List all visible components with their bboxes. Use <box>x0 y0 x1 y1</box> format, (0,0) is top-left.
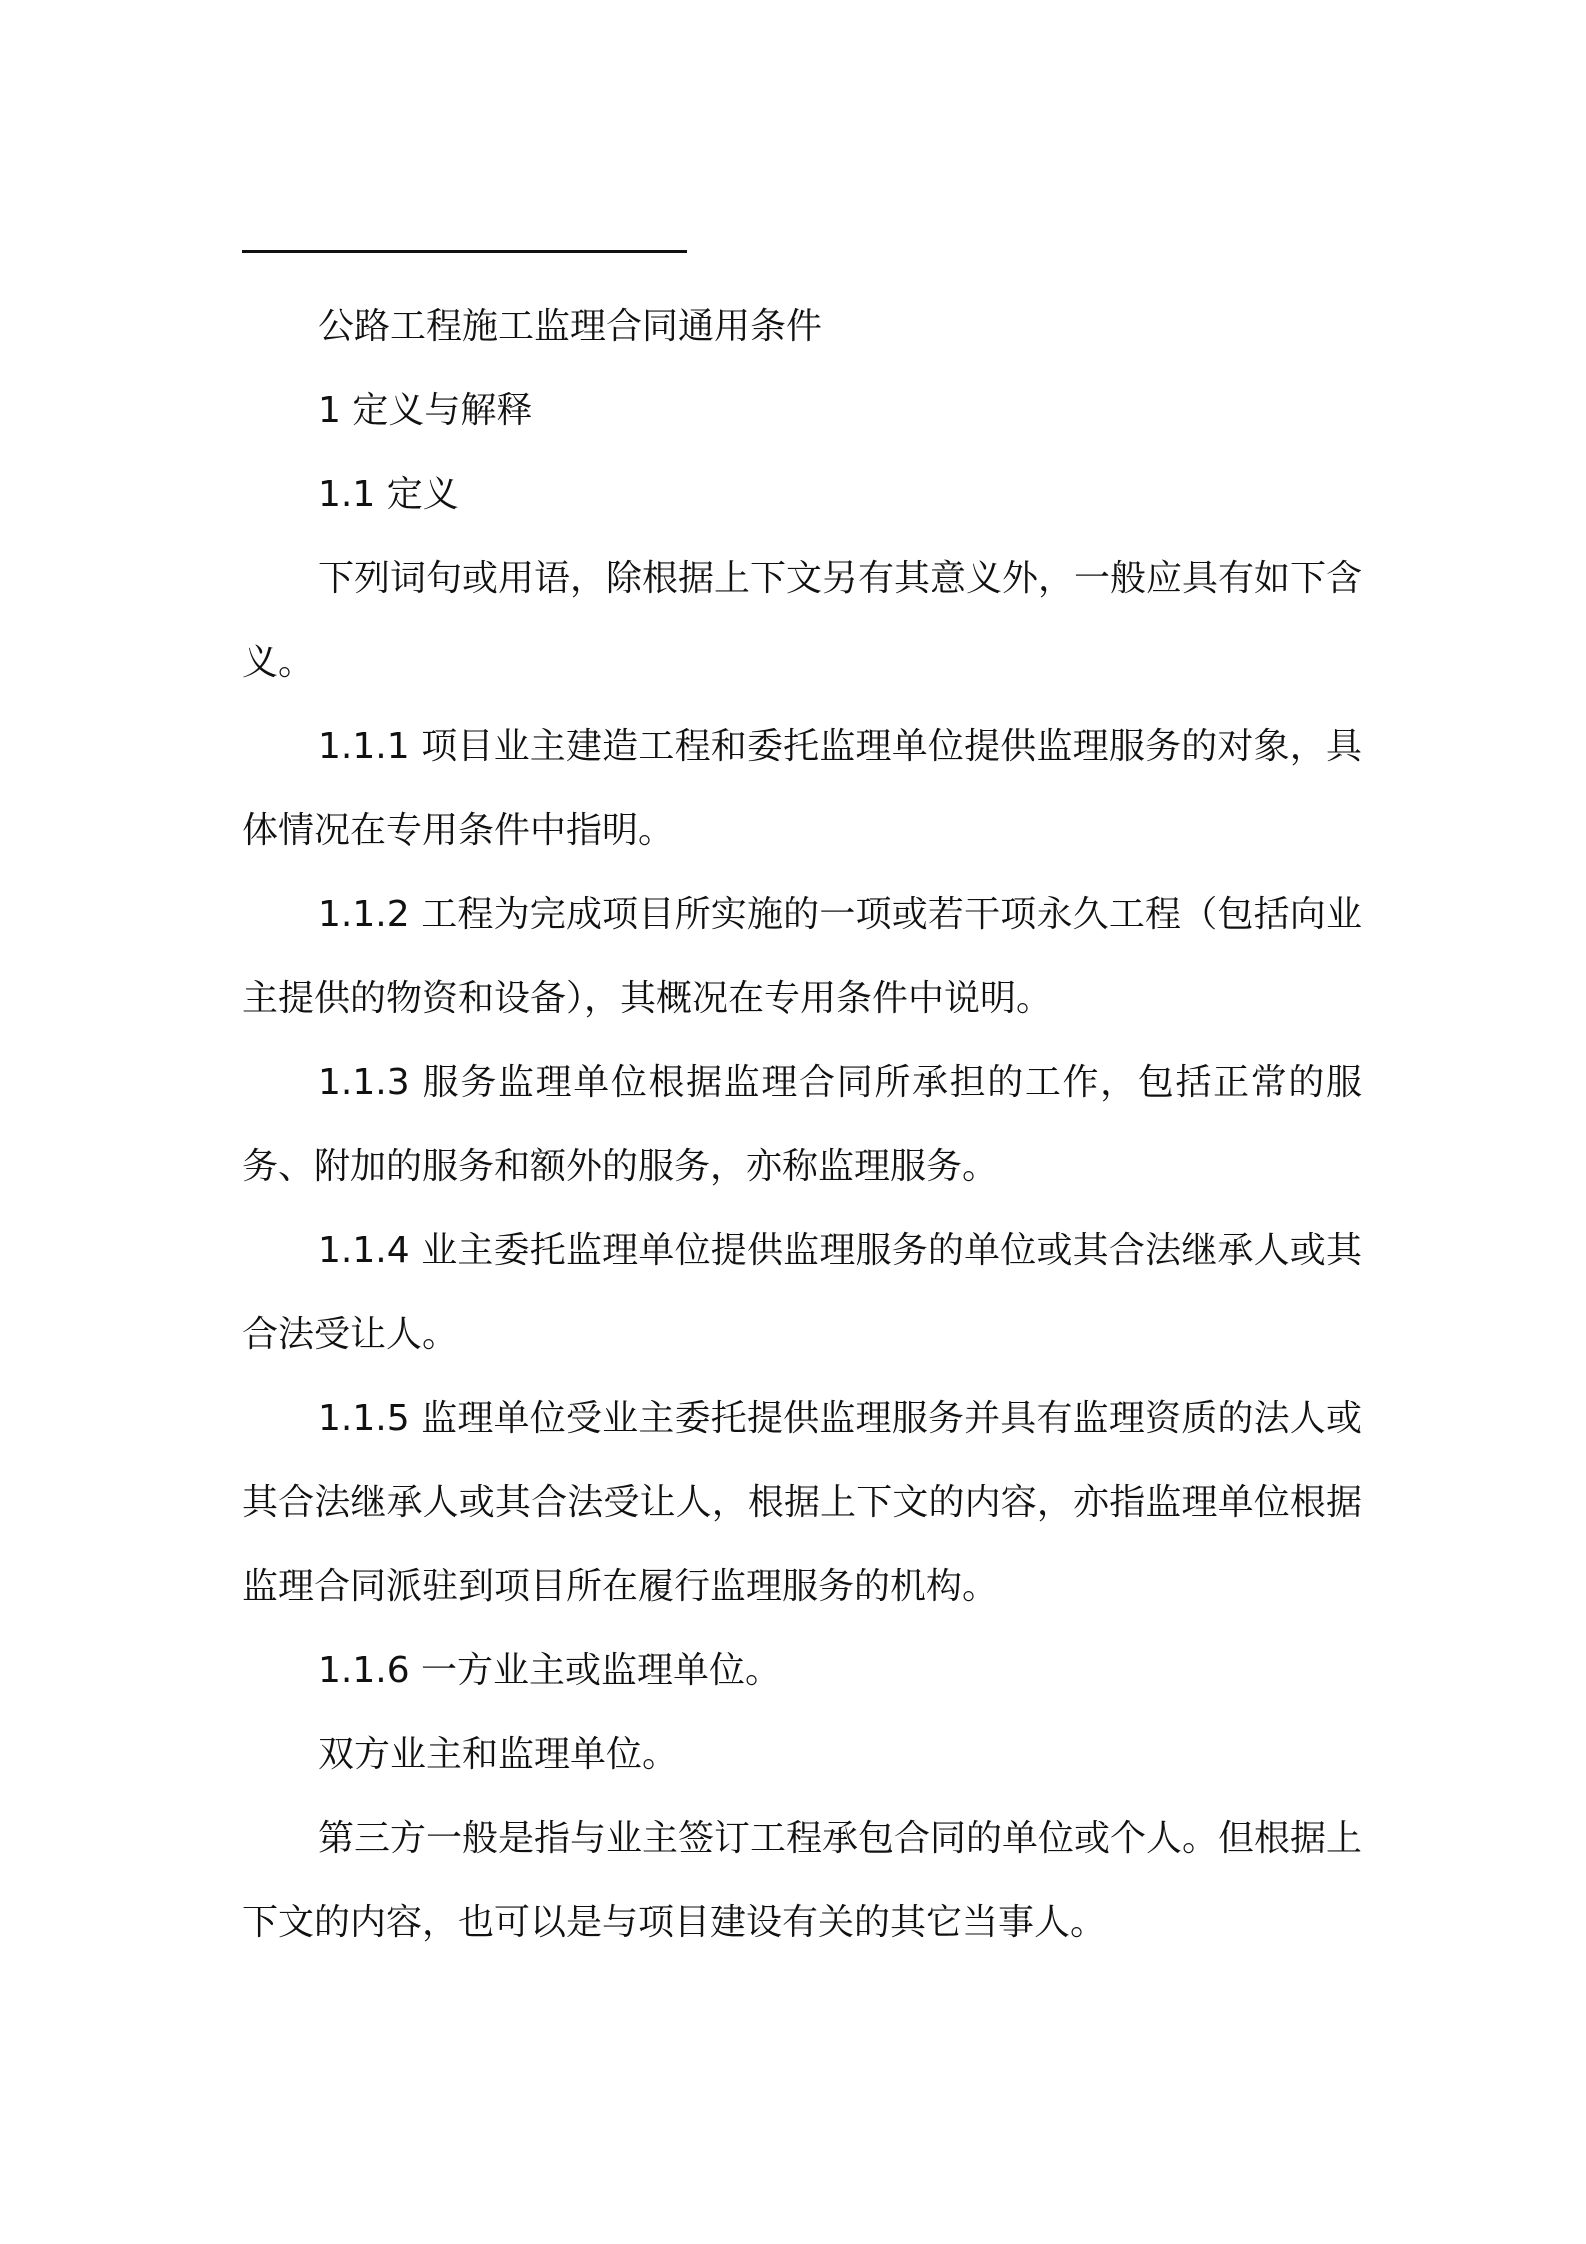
document-title: 公路工程施工监理合同通用条件 <box>318 306 823 347</box>
paragraph-intro: 下列词句或用语，除根据上下文另有其意义外，一般应具有如下含义。 <box>242 558 1363 683</box>
paragraph-1-1-2: 1.1.2 工程为完成项目所实施的一项或若干项永久工程（包括向业主提供的物资和设备），其概况在专用条件中说明。 <box>242 894 1362 1019</box>
subsection-heading: 1.1 定义 <box>318 474 459 515</box>
document-body <box>242 285 1362 1965</box>
top-rule <box>242 250 687 253</box>
paragraph-1-1-3: 1.1.3 服务监理单位根据监理合同所承担的工作，包括正常的服务、附加的服务和额外的服务，亦称监理服务。 <box>242 1062 1362 1187</box>
paragraph-1-1-6: 1.1.6 一方业主或监理单位。 <box>318 1650 782 1691</box>
section-heading: 1 定义与解释 <box>318 390 533 431</box>
paragraph-both-parties: 双方业主和监理单位。 <box>318 1734 679 1775</box>
paragraph-1-1-1: 1.1.1 项目业主建造工程和委托监理单位提供监理服务的对象，具体情况在专用条件中指明。 <box>242 726 1362 851</box>
paragraph-1-1-4: 1.1.4 业主委托监理单位提供监理服务的单位或其合法继承人或其合法受让人。 <box>242 1230 1362 1355</box>
paragraph-third-party: 第三方一般是指与业主签订工程承包合同的单位或个人。但根据上下文的内容，也可以是与项目建设有关的其它当事人。 <box>242 1818 1363 1943</box>
paragraph-1-1-5: 1.1.5 监理单位受业主委托提供监理服务并具有监理资质的法人或其合法继承人或其合法受让人，根据上下文的内容，亦指监理单位根据监理合同派驻到项目所在履行监理服务的机构。 <box>242 1398 1362 1607</box>
